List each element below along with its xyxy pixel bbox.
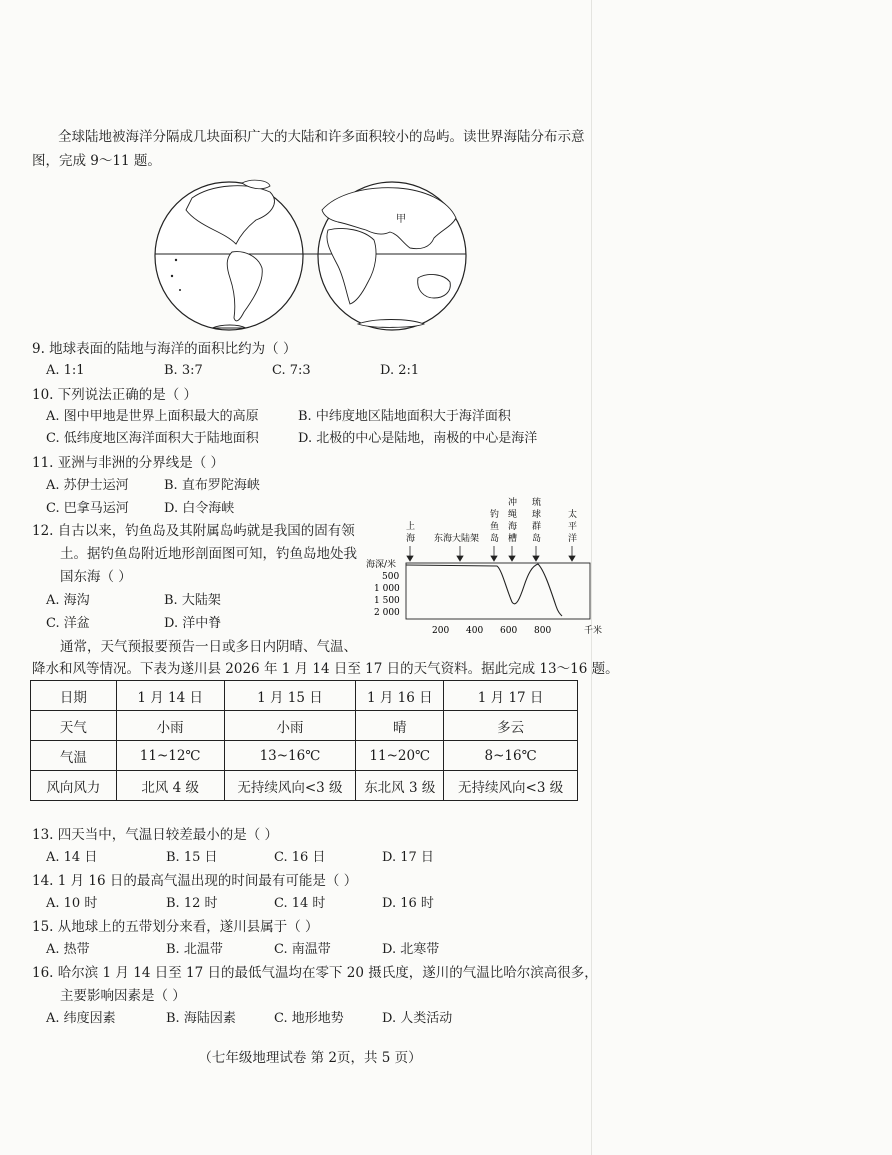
q10-stem: 10. 下列说法正确的是（ ） (32, 387, 198, 403)
q12-option-c: C. 洋盆 (46, 616, 90, 631)
profile-y-label: 海深/米 (366, 560, 397, 570)
table-row (31, 771, 578, 801)
svg-text:岛: 岛 (490, 534, 500, 544)
table-cell: 1 月 17 日 (444, 681, 578, 711)
q12-option-d: D. 洋中脊 (164, 616, 222, 631)
svg-text:鱼: 鱼 (490, 522, 500, 532)
q12-line-2: 土。据钓鱼岛附近地形剖面图可知，钓鱼岛地处我 (60, 546, 357, 562)
q12-line-1: 12. 自古以来，钓鱼岛及其附属岛屿就是我国的固有领 (32, 523, 355, 539)
profile-xtick-200: 200 (432, 626, 450, 636)
q14-option-a: A. 10 时 (46, 896, 98, 911)
seabed-profile-line (406, 564, 562, 616)
q16-line-2: 主要影响因素是（ ） (60, 988, 186, 1004)
q16-line-1: 16. 哈尔滨 1 月 14 日至 17 日的最低气温均在零下 20 摄氏度，遂川的气温比哈尔滨高很多， (32, 965, 598, 981)
svg-text:群: 群 (532, 522, 542, 532)
label-diaoyu-island (490, 508, 499, 544)
map-label-jia: 甲 (396, 214, 406, 225)
q16-option-c: C. 地形地势 (274, 1011, 344, 1026)
table-header-row (31, 681, 578, 711)
q15-option-d: D. 北寒带 (382, 942, 440, 957)
svg-text:冲: 冲 (508, 498, 518, 508)
profile-ytick-1000: 1 000 (374, 584, 400, 594)
q9-stem: 9. 地球表面的陆地与海洋的面积比约为（ ） (32, 341, 297, 357)
svg-text:绳: 绳 (508, 510, 518, 520)
table-cell: 1 月 16 日 (356, 681, 444, 711)
q12-option-a: A. 海沟 (46, 593, 90, 608)
table-cell: 11~20℃ (356, 741, 444, 771)
profile-x-unit: 千米 (584, 626, 602, 636)
table-cell: 晴 (356, 711, 444, 741)
table-cell: 11~12℃ (116, 741, 224, 771)
q9-option-d: D. 2:1 (380, 363, 420, 378)
q12-option-b: B. 大陆架 (164, 593, 221, 608)
q14-option-b: B. 12 时 (166, 896, 218, 911)
profile-xtick-400: 400 (466, 626, 484, 636)
svg-text:上: 上 (406, 522, 416, 532)
profile-xtick-600: 600 (500, 626, 518, 636)
svg-text:槽: 槽 (508, 534, 518, 544)
label-shanghai (406, 520, 415, 544)
table-cell: 东北风 3 级 (356, 771, 444, 801)
svg-text:海: 海 (508, 522, 518, 532)
table-cell: 13~16℃ (224, 741, 356, 771)
label-ryukyu-islands (532, 496, 541, 544)
table-cell: 多云 (444, 711, 578, 741)
weather-intro-line-2: 降水和风等情况。下表为遂川县 2026 年 1 月 14 日至 17 日的天气资料。据此完成 13～16 题。 (32, 661, 619, 677)
svg-text:钓: 钓 (490, 510, 500, 520)
svg-text:岛: 岛 (532, 534, 542, 544)
q15-option-a: A. 热带 (46, 942, 90, 957)
world-land-sea-map (152, 178, 470, 334)
table-cell: 1 月 14 日 (116, 681, 224, 711)
table-cell: 北风 4 级 (116, 771, 224, 801)
seabed-profile-diagram (362, 490, 602, 638)
q11-option-c: C. 巴拿马运河 (46, 501, 129, 516)
q9-option-a: A. 1:1 (46, 363, 85, 378)
q13-option-c: C. 16 日 (274, 850, 326, 865)
q11-option-b: B. 直布罗陀海峡 (164, 478, 260, 493)
q9-option-b: B. 3:7 (164, 363, 203, 378)
q16-option-a: A. 纬度因素 (46, 1011, 116, 1026)
label-okinawa-trough (508, 496, 517, 544)
label-pacific-ocean (568, 508, 577, 544)
q15-option-c: C. 南温带 (274, 942, 331, 957)
q10-option-c: C. 低纬度地区海洋面积大于陆地面积 (46, 431, 259, 446)
q13-stem: 13. 四天当中，气温日较差最小的是（ ） (32, 827, 279, 843)
svg-text:琉: 琉 (532, 498, 542, 508)
q10-option-a: A. 图中甲地是世界上面积最大的高原 (46, 409, 259, 424)
weather-intro-line-1: 通常，天气预报要预告一日或多日内阴晴、气温、 (60, 639, 357, 655)
q11-option-a: A. 苏伊士运河 (46, 478, 129, 493)
q12-line-3: 国东海（ ） (60, 569, 132, 585)
q14-option-d: D. 16 时 (382, 896, 434, 911)
table-cell: 8~16℃ (444, 741, 578, 771)
table-cell: 无持续风向<3 级 (224, 771, 356, 801)
table-cell: 风向风力 (31, 771, 117, 801)
table-cell: 小雨 (224, 711, 356, 741)
q10-option-b: B. 中纬度地区陆地面积大于海洋面积 (298, 409, 511, 424)
table-cell: 气温 (31, 741, 117, 771)
q9-option-c: C. 7:3 (272, 363, 311, 378)
q13-option-d: D. 17 日 (382, 850, 434, 865)
page-footer: （七年级地理试卷 第 2页，共 5 页） (198, 1050, 422, 1066)
profile-ytick-500: 500 (382, 572, 400, 582)
q14-option-c: C. 14 时 (274, 896, 326, 911)
q10-option-d: D. 北极的中心是陆地，南极的中心是海洋 (298, 431, 538, 446)
table-row (31, 711, 578, 741)
intro-line-1: 全球陆地被海洋分隔成几块面积广大的大陆和许多面积较小的岛屿。读世界海陆分布示意 (58, 129, 585, 145)
svg-text:平: 平 (568, 522, 578, 532)
table-cell: 小雨 (116, 711, 224, 741)
q14-stem: 14. 1 月 16 日的最高气温出现的时间最有可能是（ ） (32, 873, 358, 889)
profile-xtick-800: 800 (534, 626, 552, 636)
table-cell: 无持续风向<3 级 (444, 771, 578, 801)
q15-option-b: B. 北温带 (166, 942, 223, 957)
profile-ytick-2000: 2 000 (374, 608, 400, 618)
table-cell: 日期 (31, 681, 117, 711)
table-cell: 天气 (31, 711, 117, 741)
svg-text:球: 球 (532, 510, 542, 520)
label-east-china-shelf: 东海大陆架 (434, 534, 480, 544)
weather-table (30, 680, 578, 801)
q11-option-d: D. 白令海峡 (164, 501, 235, 516)
intro-line-2: 图，完成 9～11 题。 (32, 153, 161, 169)
table-cell: 1 月 15 日 (224, 681, 356, 711)
q15-stem: 15. 从地球上的五带划分来看，遂川县属于（ ） (32, 919, 319, 935)
svg-text:太: 太 (568, 510, 578, 520)
q11-stem: 11. 亚洲与非洲的分界线是（ ） (32, 455, 225, 471)
q13-option-a: A. 14 日 (46, 850, 98, 865)
table-row (31, 741, 578, 771)
q13-option-b: B. 15 日 (166, 850, 218, 865)
profile-ytick-1500: 1 500 (374, 596, 400, 606)
q16-option-b: B. 海陆因素 (166, 1011, 236, 1026)
svg-text:洋: 洋 (568, 534, 578, 544)
q16-option-d: D. 人类活动 (382, 1011, 453, 1026)
svg-text:海: 海 (406, 534, 416, 544)
